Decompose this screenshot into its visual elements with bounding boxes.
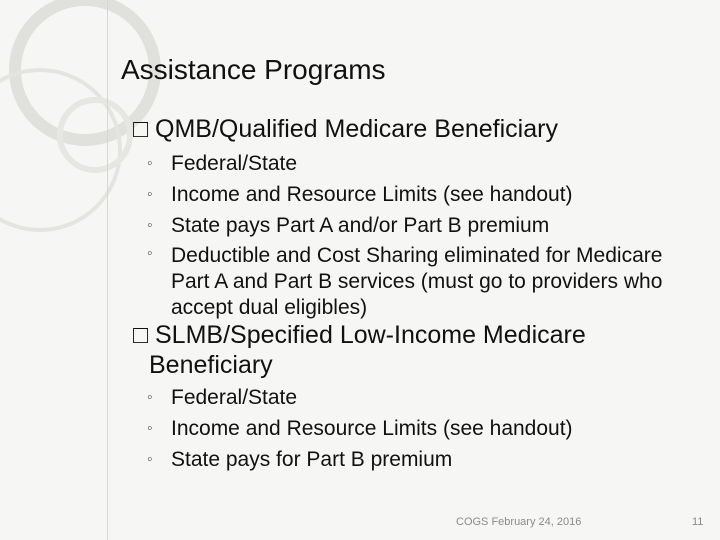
bullet-qmb bbox=[133, 114, 693, 144]
bullet-marker: □ bbox=[133, 115, 149, 143]
page-number: 11 bbox=[692, 516, 704, 528]
list-item bbox=[147, 382, 702, 413]
list-item-text: Income and Resource Limits (see handout) bbox=[171, 183, 573, 206]
list-item-text: Income and Resource Limits (see handout) bbox=[171, 417, 573, 440]
list-item bbox=[147, 241, 702, 321]
vertical-divider bbox=[107, 0, 108, 540]
sub-bullet-marker: ◦ bbox=[147, 217, 153, 234]
list-item bbox=[147, 444, 702, 475]
list-item-text: Deductible and Cost Sharing eliminated for Medicare Part A and Part B services (must go to providers who accept dual eligibles) bbox=[171, 244, 663, 319]
list-item bbox=[147, 413, 702, 444]
sub-bullet-marker: ◦ bbox=[147, 451, 153, 468]
slmb-subitems bbox=[147, 382, 702, 475]
sub-bullet-marker: ◦ bbox=[147, 389, 153, 406]
list-item-text: Federal/State bbox=[171, 152, 298, 175]
list-item bbox=[147, 179, 702, 210]
bullet-marker: □ bbox=[133, 321, 149, 349]
list-item-text: State pays Part A and/or Part B premium bbox=[171, 214, 550, 237]
bullet-text-line1: SLMB/Specified Low-Income Medicare bbox=[155, 321, 586, 349]
sub-bullet-marker: ◦ bbox=[147, 186, 153, 203]
list-item bbox=[147, 210, 702, 241]
list-item bbox=[147, 148, 702, 179]
bullet-slmb bbox=[133, 320, 693, 380]
sub-bullet-marker: ◦ bbox=[147, 420, 153, 437]
list-item-text: Federal/State bbox=[171, 386, 298, 409]
slide-title: Assistance Programs bbox=[121, 54, 386, 85]
qmb-subitems bbox=[147, 148, 702, 321]
sub-bullet-marker: ◦ bbox=[147, 245, 153, 262]
list-item-text: State pays for Part B premium bbox=[171, 448, 453, 471]
sub-bullet-marker: ◦ bbox=[147, 155, 153, 172]
bullet-text: QMB/Qualified Medicare Beneficiary bbox=[155, 115, 558, 143]
footer-date: COGS February 24, 2016 bbox=[456, 516, 582, 528]
bullet-text-line2: Beneficiary bbox=[149, 351, 273, 379]
